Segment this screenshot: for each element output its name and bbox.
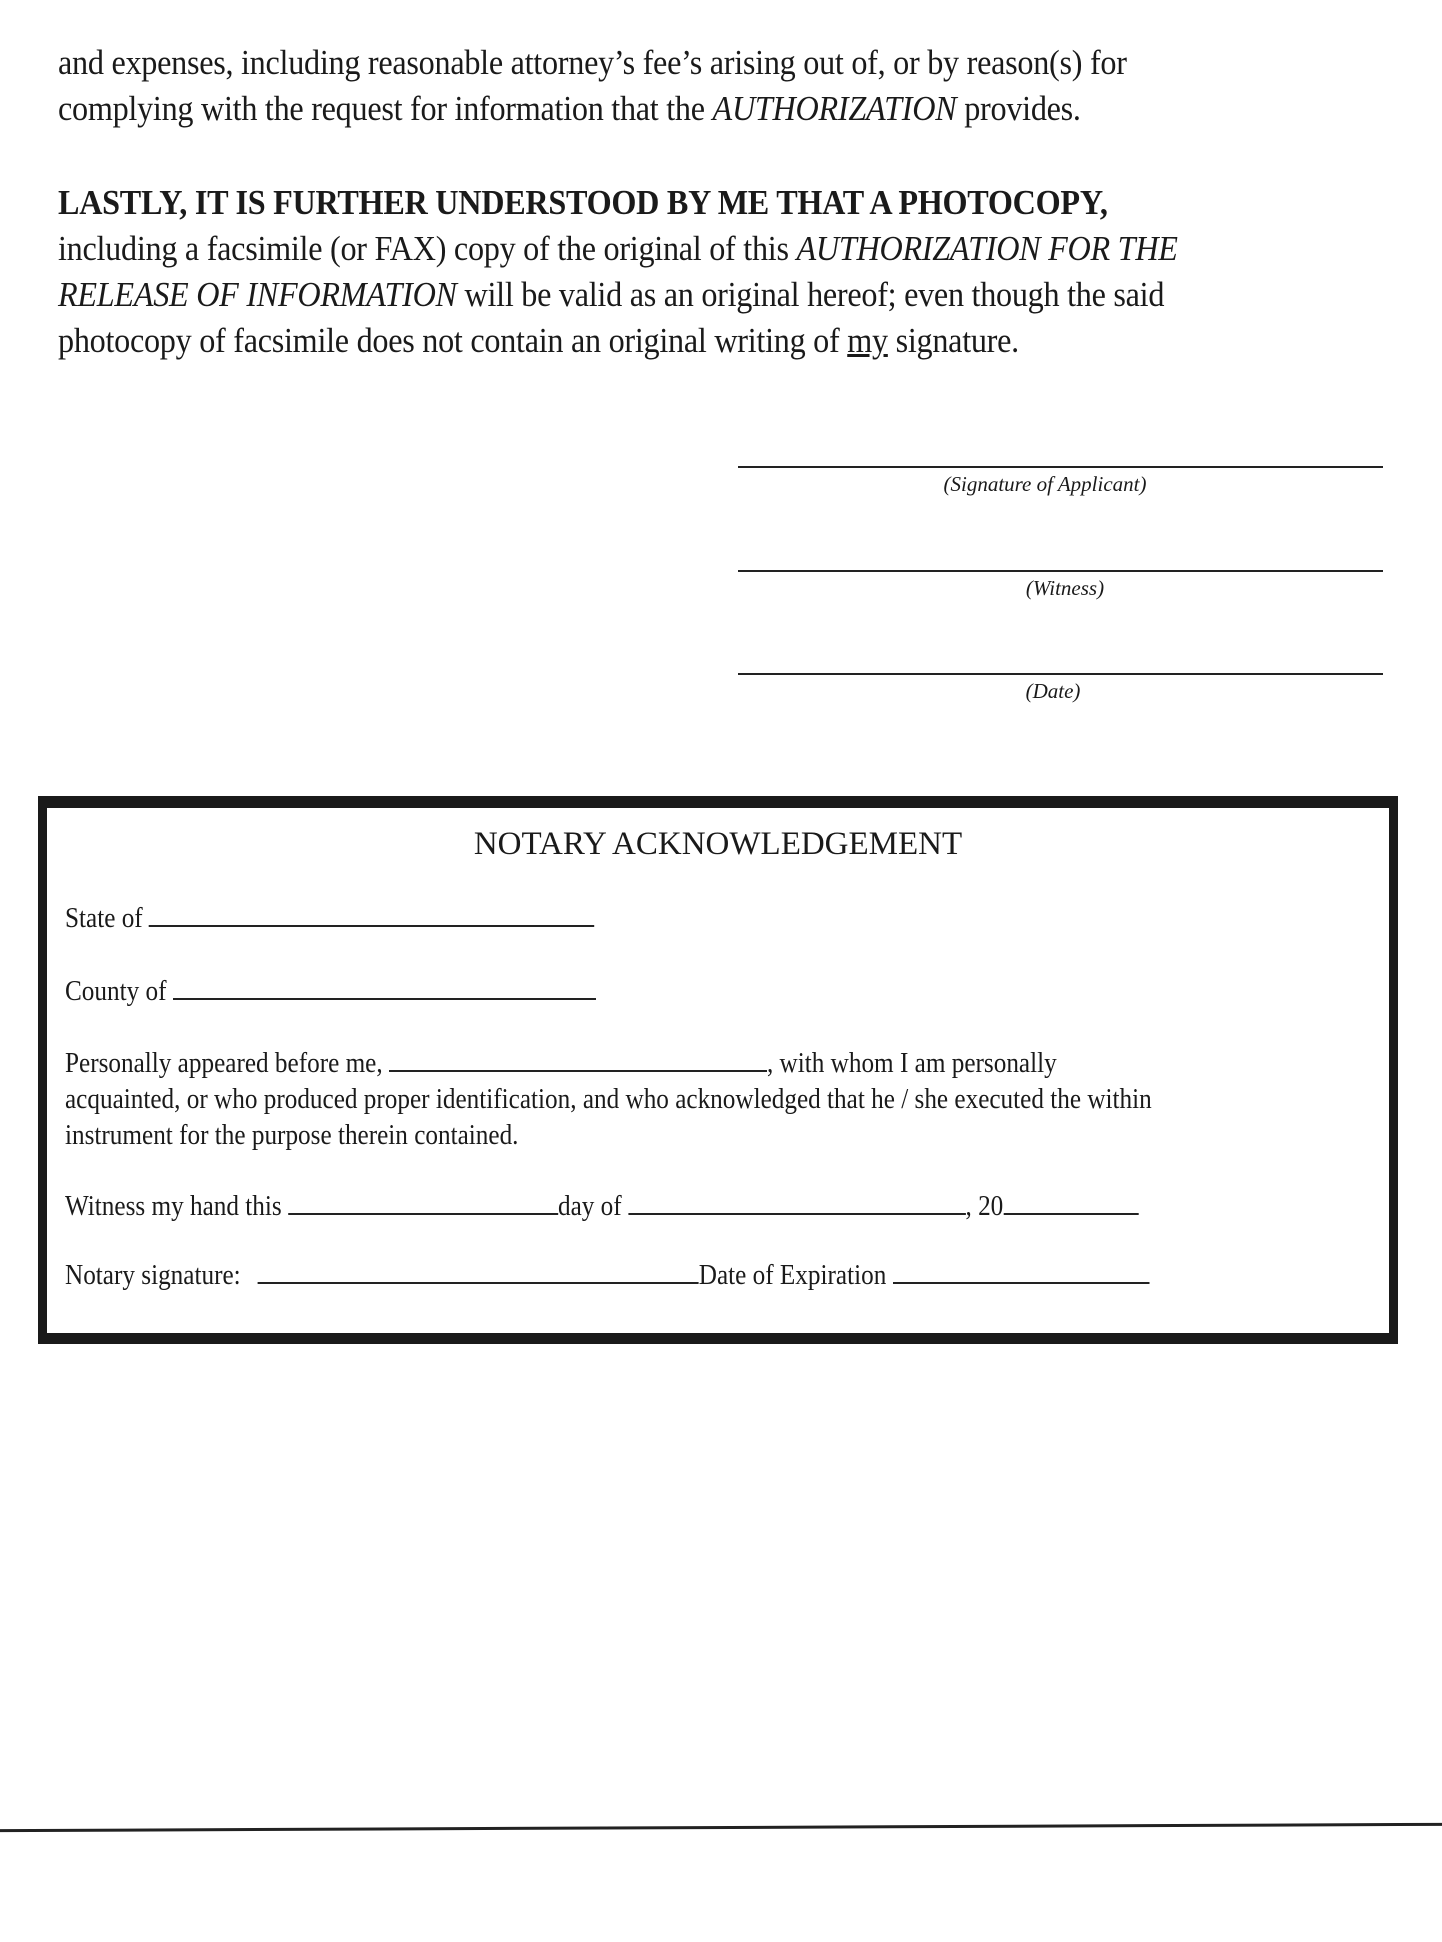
witness-hand-row xyxy=(65,1191,1138,1223)
liability-paragraph xyxy=(58,40,1291,132)
state-field[interactable] xyxy=(149,903,595,927)
appeared-continued: , with whom I am personally xyxy=(766,1048,1057,1079)
release-term: RELEASE OF INFORMATION xyxy=(58,275,457,314)
notary-signature-row xyxy=(65,1260,1149,1292)
appeared-line2: acquainted, or who produced proper identification, and who acknowledged that he / she executed the within xyxy=(65,1084,1152,1115)
county-row xyxy=(65,976,596,1008)
text-line xyxy=(58,226,1291,272)
expiration-field[interactable] xyxy=(893,1260,1150,1284)
year-prefix: , 20 xyxy=(965,1191,1004,1222)
witness-signature-line[interactable] xyxy=(738,570,1383,572)
page-footer-rule xyxy=(0,1823,1442,1832)
appeared-label: Personally appeared before me, xyxy=(65,1048,383,1079)
notary-title: NOTARY ACKNOWLEDGEMENT xyxy=(473,826,963,862)
expiration-label: Date of Expiration xyxy=(698,1260,887,1291)
applicant-signature-line[interactable] xyxy=(738,466,1383,468)
witness-label: (Witness) xyxy=(1025,576,1105,600)
month-field[interactable] xyxy=(628,1191,966,1215)
text-span: including a facsimile (or FAX) copy of the original of this xyxy=(58,229,797,268)
year-field[interactable] xyxy=(1003,1191,1138,1215)
underlined-my: my xyxy=(847,321,888,360)
county-field[interactable] xyxy=(173,976,596,1000)
notary-signature-field[interactable] xyxy=(258,1260,699,1284)
county-label: County of xyxy=(65,976,167,1007)
text-span: signature. xyxy=(887,321,1019,360)
authorization-term: AUTHORIZATION FOR THE xyxy=(796,229,1178,268)
appeared-row xyxy=(65,1048,1057,1080)
witness-hand-label: Witness my hand this xyxy=(65,1191,282,1222)
state-label: State of xyxy=(65,903,143,934)
text-span: complying with the request for information that the xyxy=(58,89,713,128)
text-span: photocopy of facsimile does not contain an original writing of xyxy=(58,321,848,360)
appeared-line3: instrument for the purpose therein contained. xyxy=(65,1120,519,1151)
notary-signature-label: Notary signature: xyxy=(65,1260,241,1291)
authorization-term: AUTHORIZATION xyxy=(712,89,957,128)
applicant-signature-label: (Signature of Applicant) xyxy=(943,472,1147,496)
state-row xyxy=(65,903,594,935)
appeared-name-field[interactable] xyxy=(389,1048,767,1072)
day-of-label: day of xyxy=(557,1191,622,1222)
text-line xyxy=(58,318,1291,364)
photocopy-paragraph xyxy=(58,180,1291,364)
date-line[interactable] xyxy=(738,673,1383,675)
date-label: (Date) xyxy=(1025,679,1081,703)
text-line: and expenses, including reasonable attorney’s fee’s arising out of, or by reason(s) for xyxy=(58,43,1127,82)
day-field[interactable] xyxy=(288,1191,558,1215)
photocopy-heading: LASTLY, IT IS FURTHER UNDERSTOOD BY ME THAT A PHOTOCOPY, xyxy=(58,183,1108,222)
notary-acknowledgement-box xyxy=(38,796,1398,1344)
text-line xyxy=(58,272,1291,318)
text-line xyxy=(58,86,1291,132)
text-span: provides. xyxy=(956,89,1081,128)
text-span: will be valid as an original hereof; even though the said xyxy=(456,275,1165,314)
